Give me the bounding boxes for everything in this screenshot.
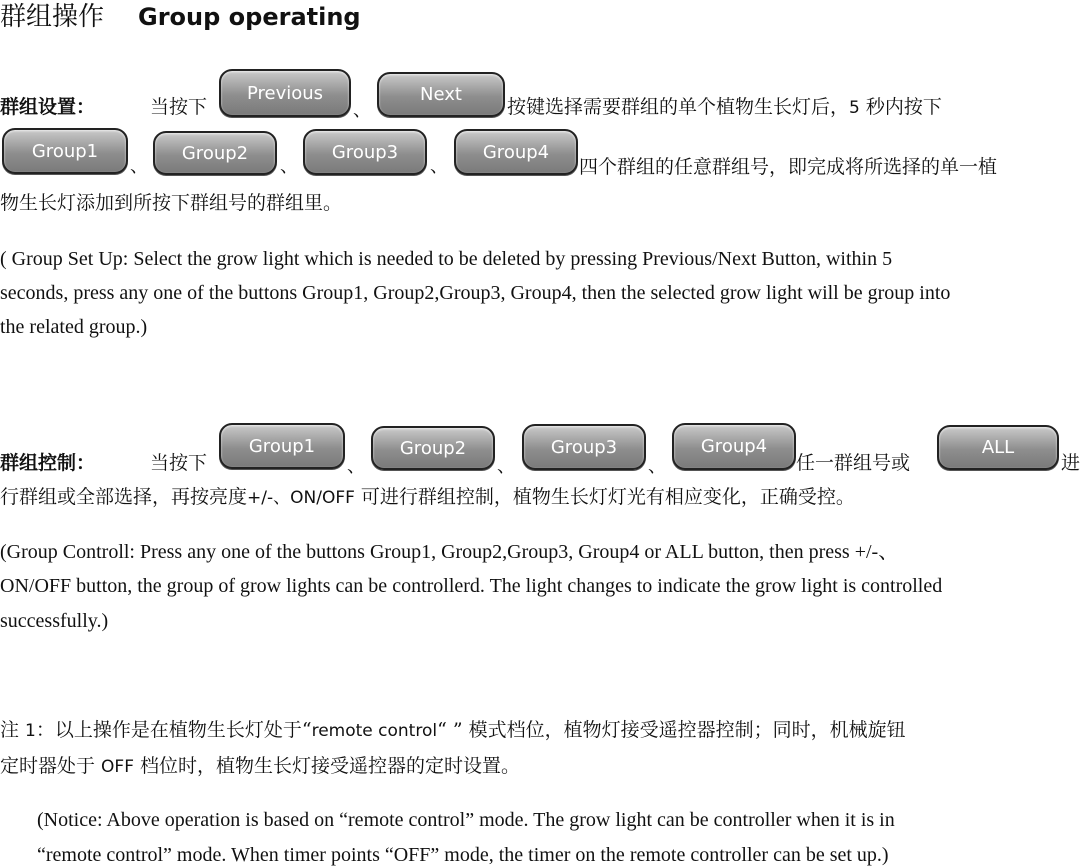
setup-press-text: 当按下 [150, 96, 208, 118]
group4-button[interactable]: Group4 [672, 423, 796, 470]
setup-line3: 物生长灯添加到所按下群组号的群组里。 [0, 192, 343, 214]
separator: 、 [648, 456, 666, 477]
setup-text-after-groups: 四个群组的任意群组号，即完成将所选择的单一植 [579, 156, 998, 178]
group2-button[interactable]: Group2 [371, 426, 495, 470]
control-heading-line [0, 450, 95, 478]
separator: 、 [130, 156, 148, 177]
note-line2: 定时器处于 OFF 档位时，植物生长灯接受遥控器的定时设置。 [0, 755, 521, 777]
group2-button[interactable]: Group2 [153, 131, 277, 175]
previous-button[interactable]: Previous [219, 69, 351, 117]
setup-en-line2: seconds, press any one of the buttons Group1, Group2,Group3, Group4, then the selected grow light will be group into [0, 282, 951, 304]
separator: 、 [353, 100, 371, 121]
note-en-line1: (Notice: Above operation is based on “remote control” mode. The grow light can be controller when it is in [37, 809, 895, 831]
setup-en-line3: the related group.) [0, 316, 148, 338]
control-en-line3: successfully.) [0, 610, 109, 632]
control-heading: 群组控制： [0, 452, 96, 474]
setup-line1 [0, 94, 95, 122]
setup-en-line1: ( Group Set Up: Select the grow light which is needed to be deleted by pressing Previous/Next Button, within 5 [0, 248, 893, 270]
control-en-line1: (Group Controll: Press any one of the buttons Group1, Group2,Group3, Group4 or ALL button, then press +/-、 [0, 541, 899, 563]
control-jin: 进 [1061, 452, 1081, 474]
page-title [0, 0, 361, 34]
title-zh: 群组操作 [0, 2, 105, 32]
all-button[interactable]: ALL [937, 425, 1059, 470]
group3-button[interactable]: Group3 [303, 129, 427, 175]
separator: 、 [280, 156, 298, 177]
group3-button[interactable]: Group3 [522, 424, 646, 470]
title-en: Group operating [138, 3, 361, 31]
control-en-line2: ON/OFF button, the group of grow lights can be controllerd. The light changes to indicate the grow light is controlled [0, 575, 943, 597]
group4-button[interactable]: Group4 [454, 129, 578, 175]
separator: 、 [497, 456, 515, 477]
next-button[interactable]: Next [377, 72, 505, 117]
group1-button[interactable]: Group1 [2, 128, 128, 174]
control-line2: 行群组或全部选择，再按亮度+/-、ON/OFF 可进行群组控制，植物生长灯灯光有相应变化，正确受控。 [0, 486, 855, 508]
setup-heading: 群组设置： [0, 96, 96, 118]
note-line1: 注 1：以上操作是在植物生长灯处于“remote control“ ” 模式档位，植物灯接受遥控器控制；同时，机械旋钮 [0, 719, 906, 741]
separator: 、 [430, 156, 448, 177]
control-text-after-groups: 任一群组号或 [796, 452, 911, 474]
control-press-text: 当按下 [150, 452, 208, 474]
group1-button[interactable]: Group1 [219, 423, 345, 469]
note-en-line2: “remote control” mode. When timer points “OFF” mode, the timer on the remote controller can be set up.) [37, 844, 889, 866]
setup-text-after-next: 按键选择需要群组的单个植物生长灯后，5 秒内按下 [507, 96, 942, 118]
separator: 、 [347, 456, 365, 477]
